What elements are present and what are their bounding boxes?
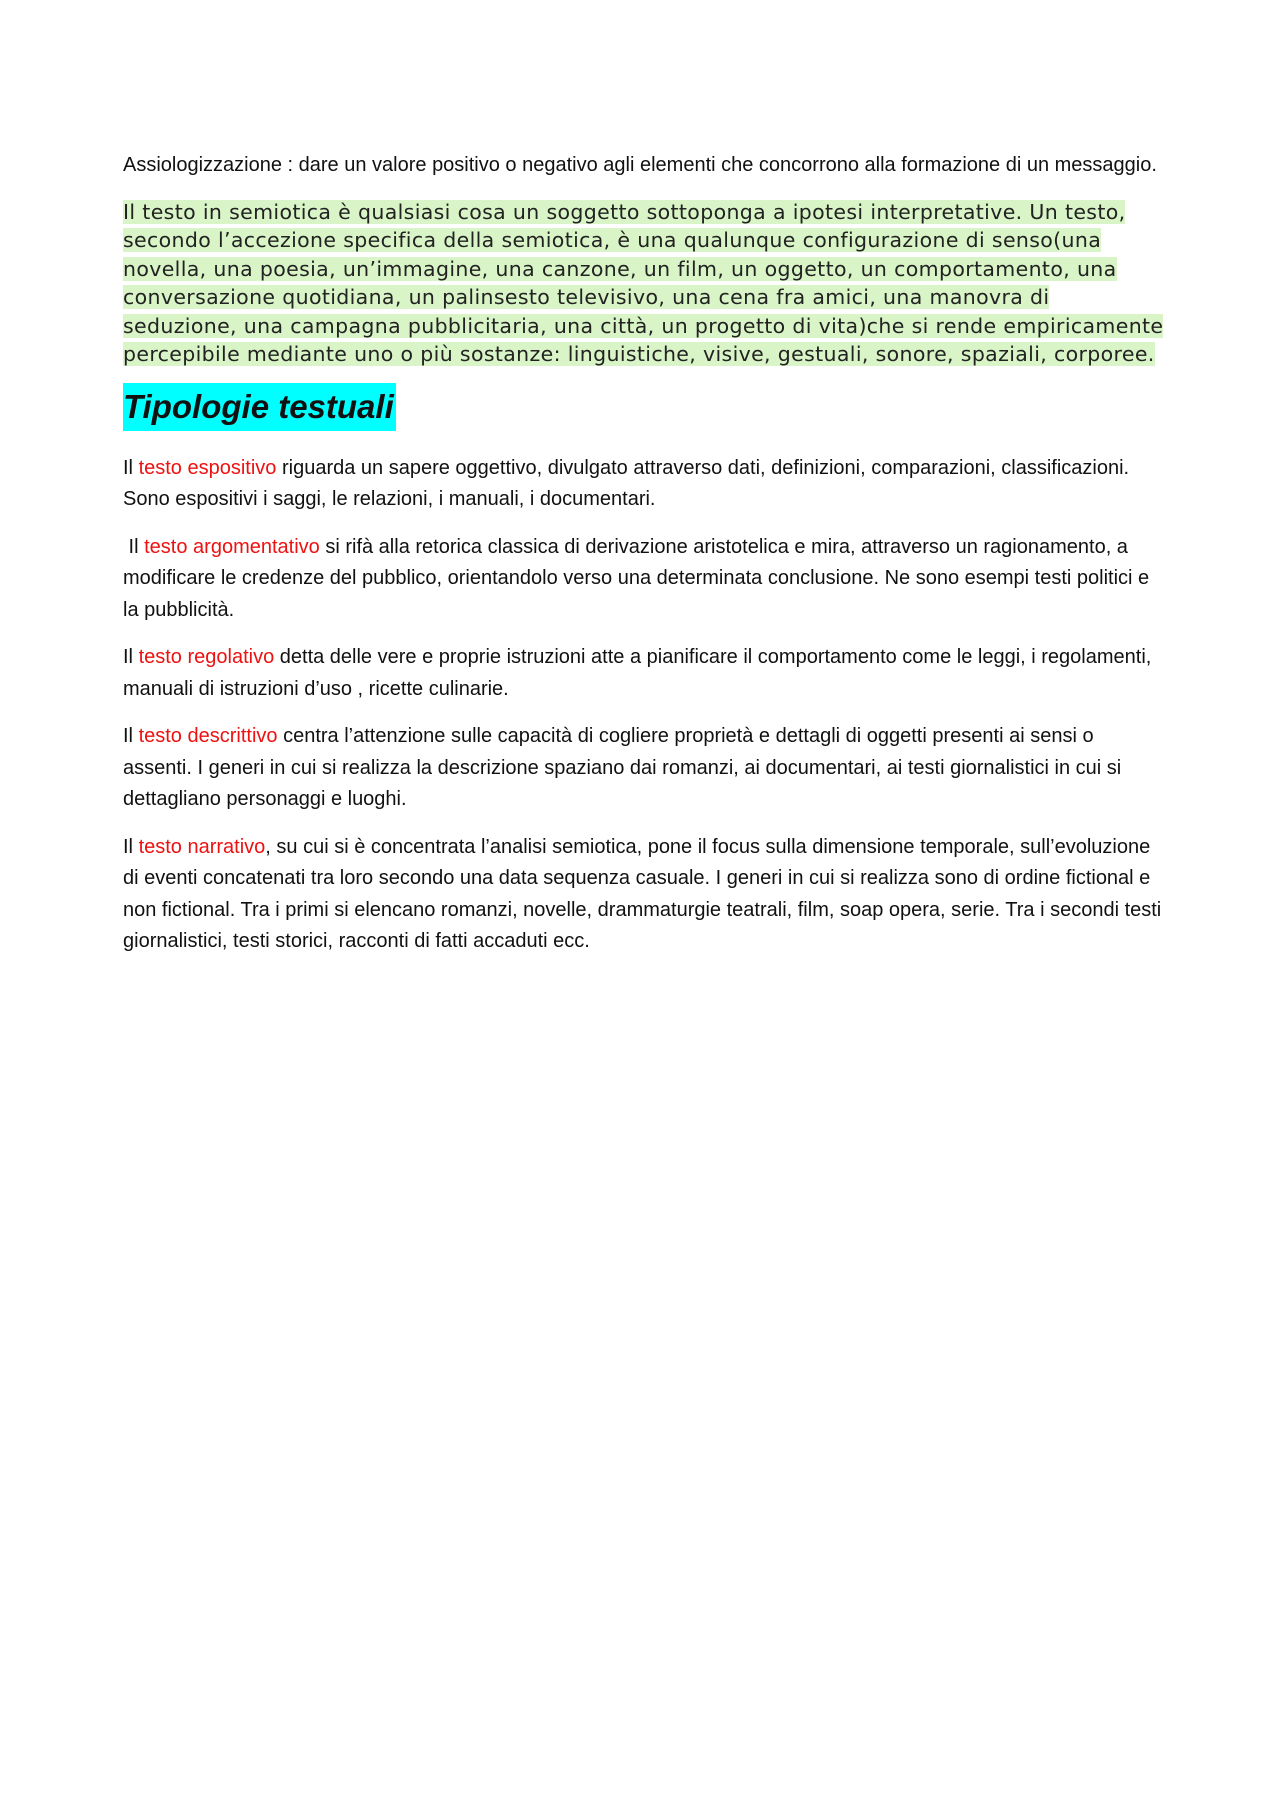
term-testo-regolativo: testo regolativo <box>138 646 275 668</box>
highlighted-paragraph <box>123 198 1168 369</box>
paragraph-body: riguarda un sapere oggettivo, divulgato attraverso dati, definizioni, comparazioni, classificazioni. Sono espositivi i saggi, le relazioni, i manuali, i documentari. <box>123 456 1130 510</box>
paragraph-prefix: Il <box>123 535 145 558</box>
section-heading: Tipologie testuali <box>123 383 396 431</box>
term-testo-descrittivo: testo descrittivo <box>138 725 278 747</box>
highlighted-text: Il testo in semiotica è qualsiasi cosa un soggetto sottoponga a ipotesi interpretative. Un testo, secondo l’accezione specifica della semiotica, è una qualunque configurazione di senso(una novella, una poesia, un’immagine, una canzone, un film, un oggetto, un comportamento, una conversazione quotidiana, un palinsesto televisivo, una cena fra amici, una manovra di seduzione, una campagna pubblicitaria, una città, un progetto di vita)che si rende empiricamente percepibile mediante uno o più sostanze: linguistiche, visive, gestuali, sonore, spaziali, corporee. <box>123 199 1164 366</box>
paragraph-prefix: Il <box>123 456 139 479</box>
paragraph-regolativo <box>123 642 1168 705</box>
term-testo-espositivo: testo espositivo <box>138 456 277 479</box>
paragraph-prefix: Il <box>123 646 139 668</box>
term-testo-argomentativo: testo argomentativo <box>144 535 320 558</box>
paragraph-body: detta delle vere e proprie istruzioni atte a pianificare il comportamento come le leggi, i regolamenti, manuali di istruzioni d’uso , ricette culinarie. <box>123 646 1152 700</box>
paragraph-prefix: Il <box>123 725 139 747</box>
heading-wrapper <box>123 383 1168 453</box>
paragraph-prefix: Il <box>123 835 139 858</box>
term-testo-narrativo: testo narrativo <box>138 835 266 858</box>
document-page <box>123 150 1168 974</box>
paragraph-body: si rifà alla retorica classica di derivazione aristotelica e mira, attraverso un ragionamento, a modificare le credenze del pubblico, orientandolo verso una determinata conclusione. Ne sono esempi testi politici e la pubblicità. <box>123 535 1150 621</box>
paragraph-narrativo <box>123 832 1168 958</box>
paragraph-argomentativo <box>123 532 1168 627</box>
paragraph-descrittivo <box>123 721 1168 816</box>
intro-paragraph: Assiologizzazione : dare un valore positivo o negativo agli elementi che concorrono alla formazione di un messaggio. <box>123 154 1157 176</box>
paragraph-body: centra l’attenzione sulle capacità di cogliere proprietà e dettagli di oggetti presenti ai sensi o assenti. I generi in cui si realizza la descrizione spaziano dai romanzi, ai documentari, ai testi giornalistici in cui si dettagliano personaggi e luoghi. <box>123 725 1122 810</box>
paragraph-body: , su cui si è concentrata l’analisi semiotica, pone il focus sulla dimensione temporale, sull’evoluzione di eventi concatenati tra loro secondo una data sequenza casuale. I generi in cui si realizza sono di ordine fictional e non fictional. Tra i primi si elencano romanzi, novelle, drammaturgie teatrali, film, soap opera, serie. Tra i secondi testi giornalistici, testi storici, racconti di fatti accaduti ecc. <box>123 835 1162 952</box>
paragraph-espositivo <box>123 453 1168 516</box>
